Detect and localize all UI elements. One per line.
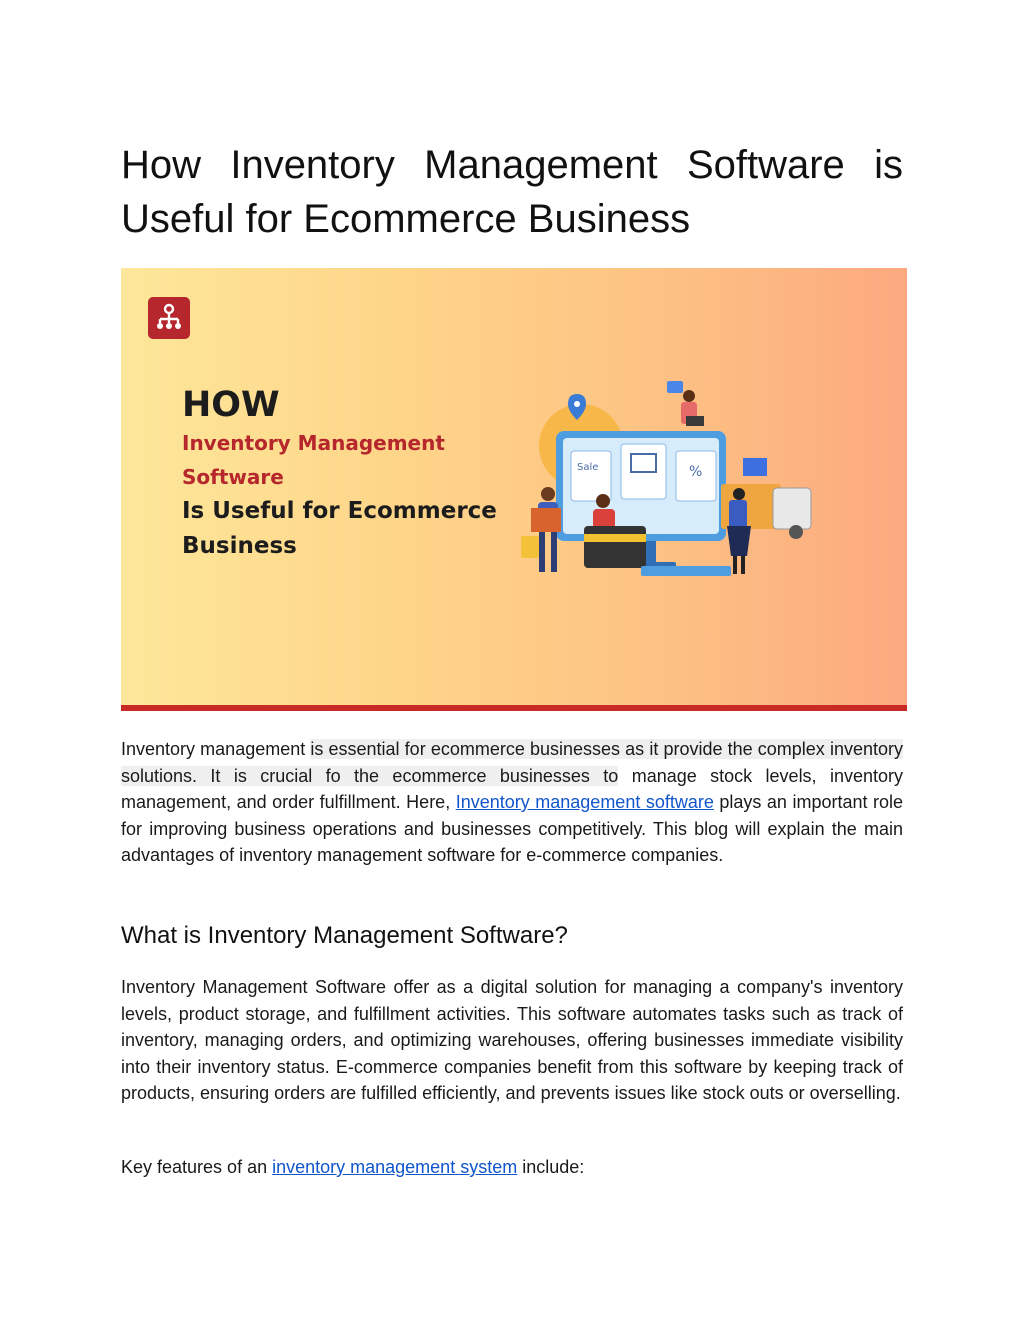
banner-red-line-1: Inventory Management: [182, 431, 445, 455]
banner-dark-line-1: Is Useful for Ecommerce: [182, 498, 497, 524]
banner-how: HOW: [182, 385, 280, 425]
chat-bubble-icon: [667, 381, 683, 393]
intro-paragraph: [121, 736, 903, 869]
person-top: [681, 390, 704, 426]
sale-card: [571, 451, 611, 501]
intro-seg4: plays an important role for improving business operations and businesses competitively. This blog will explain the main advantages of inventory management software for e-commerce companies.: [121, 792, 904, 865]
features-suffix: include:: [517, 1157, 585, 1177]
features-intro: [121, 1154, 903, 1181]
inventory-management-software-link[interactable]: Inventory management software: [455, 792, 714, 812]
percent-label: %: [689, 464, 703, 480]
intro-seg3: manage stock levels, inventory management, and order fulfillment. Here,: [121, 765, 903, 812]
banner-headline: [182, 384, 497, 564]
logo-hierarchy-icon: [148, 297, 190, 339]
page-title: How Inventory Management Software is Useful for Ecommerce Business: [121, 143, 903, 241]
section-paragraph: Inventory Management Software offer as a digital solution for managing a company's inventory levels, product storage, and fulfillment activities. This software automates tasks such as track of inventory, managing orders, and optimizing warehouses, offering businesses immediate visibility into their inventory status. E-commerce companies benefit from this software by keeping track of products, ensuring orders are fulfilled efficiently, and prevents issues like stock outs or overselling.: [121, 977, 903, 1103]
keyboard-icon: [641, 566, 731, 576]
shopping-bag-icon: [521, 536, 539, 558]
sale-label: Sale: [577, 462, 599, 473]
section-heading: What is Inventory Management Software?: [121, 922, 568, 949]
inventory-management-system-link[interactable]: inventory management system: [272, 1157, 518, 1177]
hero-banner-image: [121, 268, 907, 711]
blue-square-1: [743, 458, 767, 476]
banner-red-line-2: Software: [182, 465, 284, 489]
intro-highlighted-text: is essential for ecommerce businesses as it provide the complex inventory solutions. It is crucial fo the ecommerce businesses to: [121, 739, 903, 786]
ecommerce-illustration: [521, 376, 821, 596]
features-prefix: Key features of an: [121, 1157, 273, 1177]
banner-dark-line-2: Business: [182, 533, 297, 559]
credit-card-icon: [584, 526, 646, 568]
banner-bottom-bar: [121, 705, 907, 711]
intro-seg1: Inventory management: [121, 739, 311, 759]
